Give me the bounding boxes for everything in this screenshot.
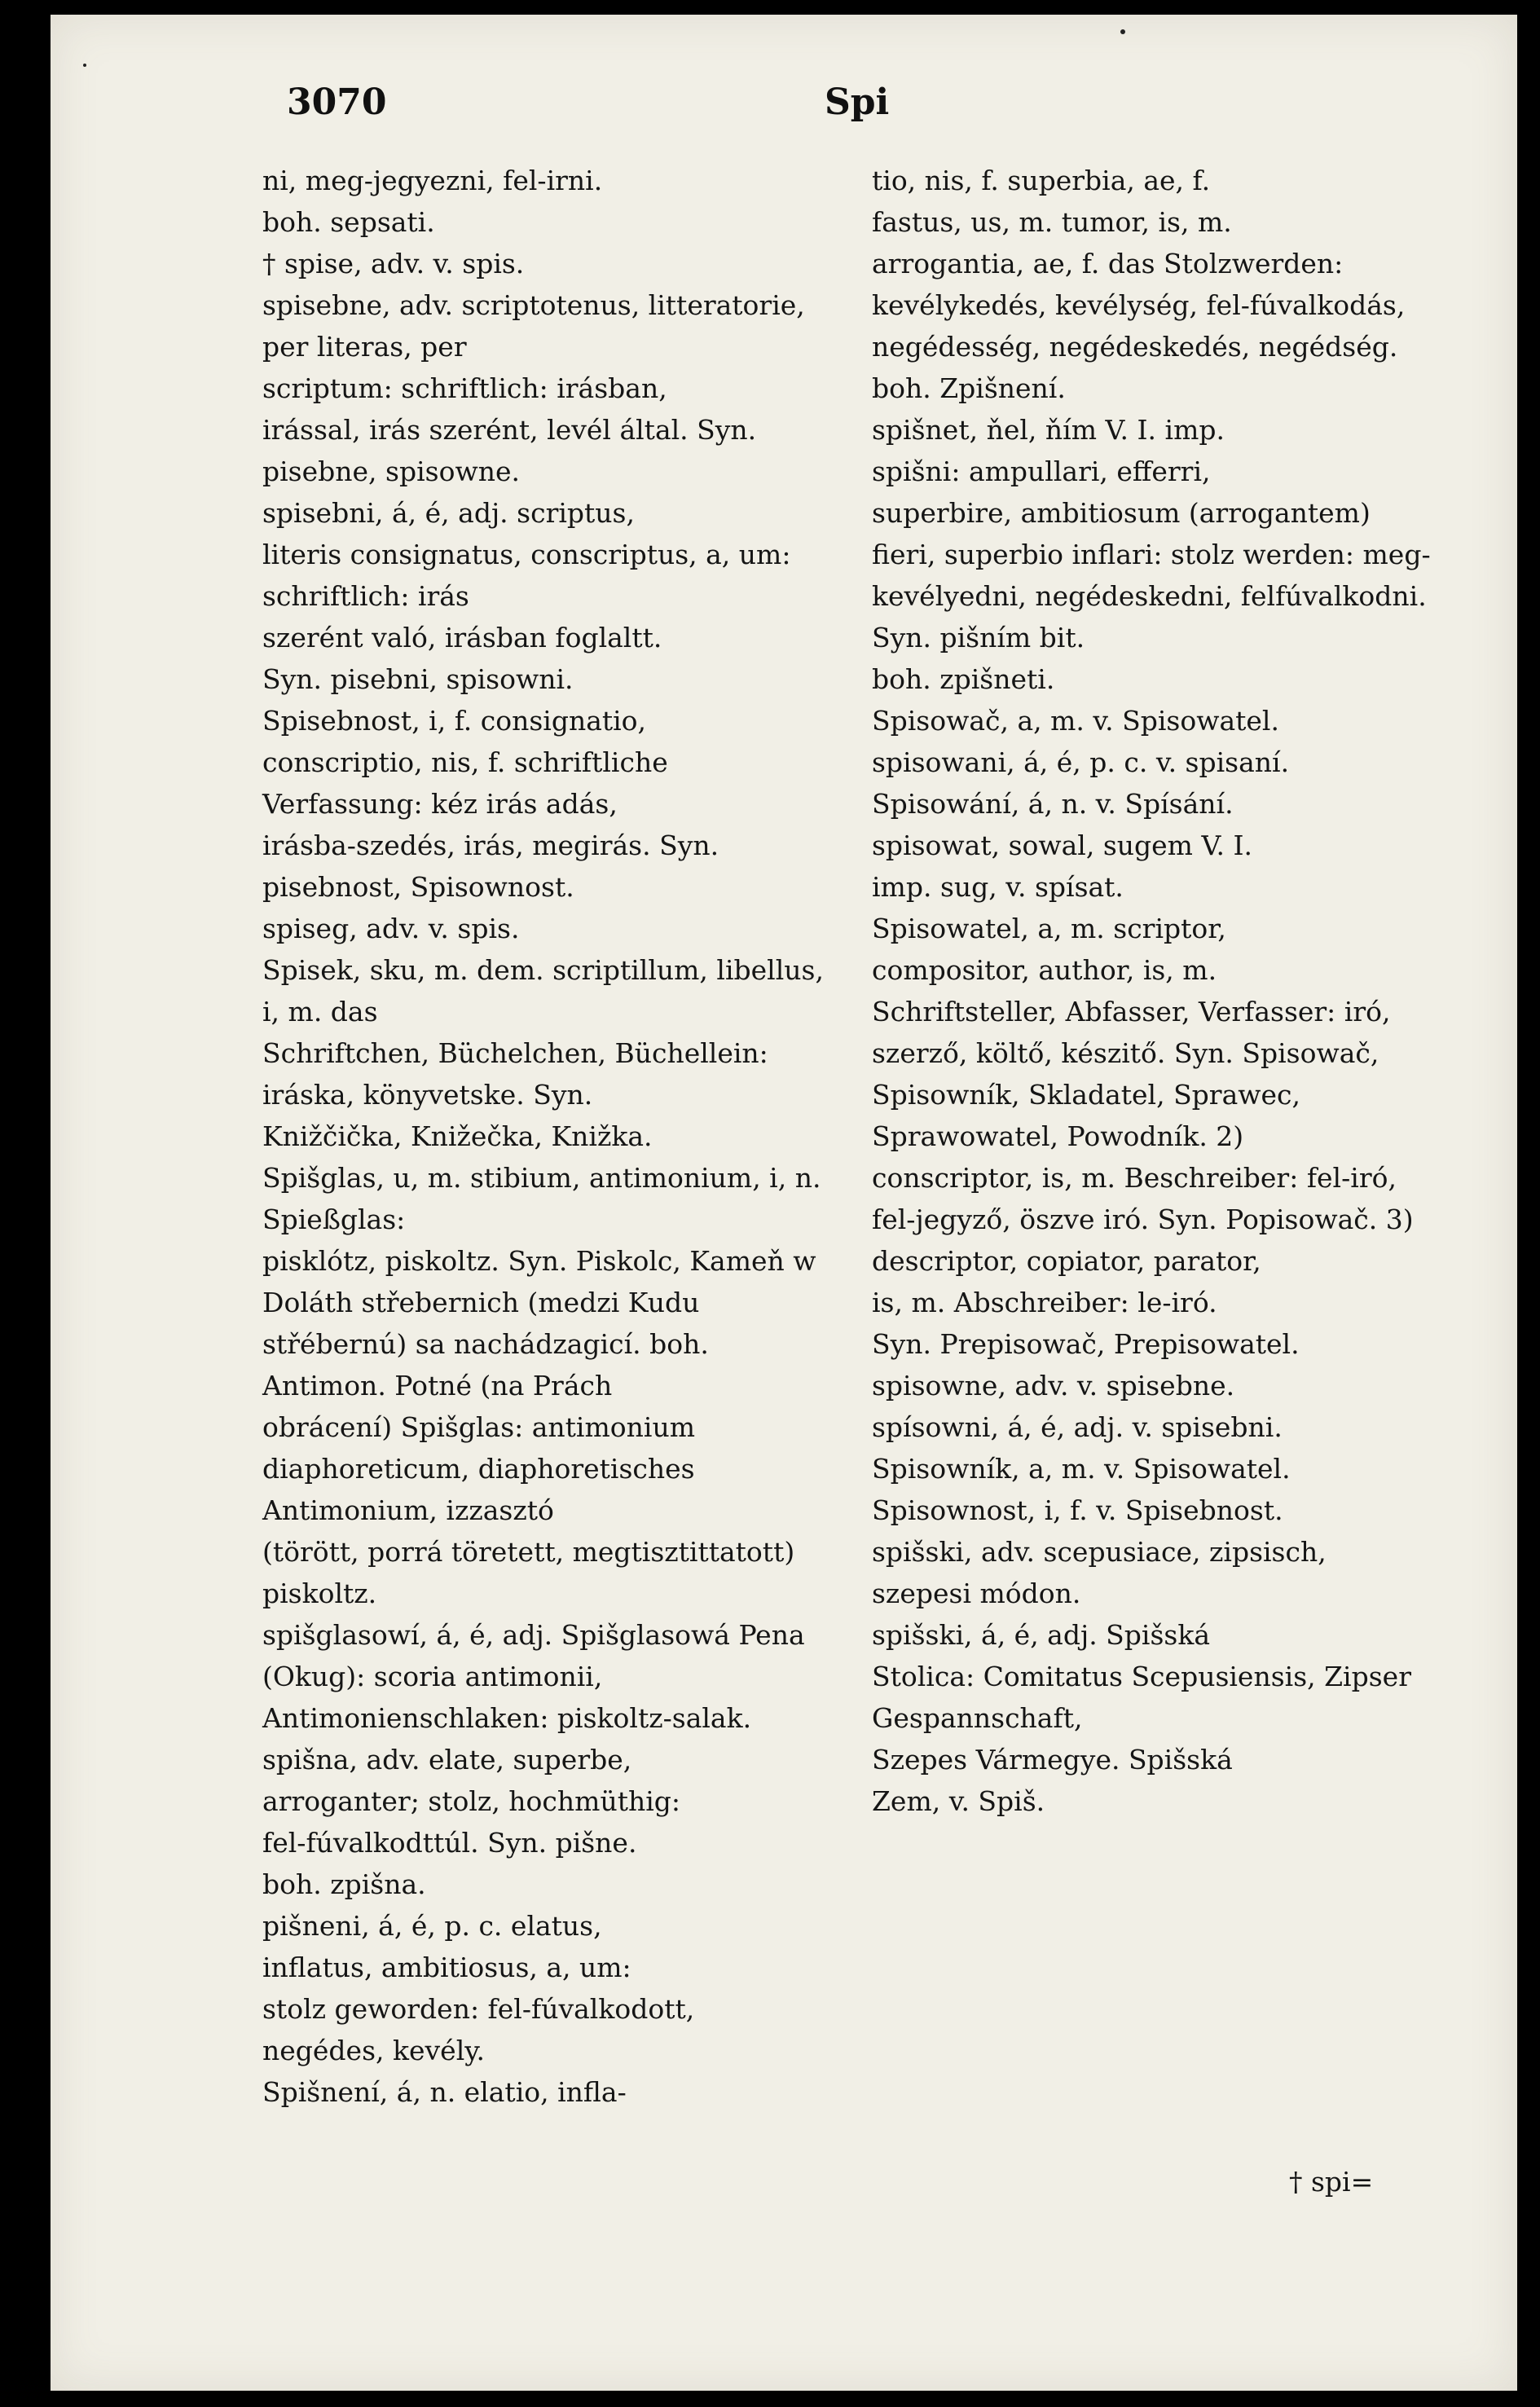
ink-speck <box>83 64 86 67</box>
dictionary-entry: spišglasowí, á, é, adj. Spišglasowá Pena (Okug): scoria antimonii, Antimonienschlaken: piskoltz-salak. <box>262 1619 805 1734</box>
running-head: Spi <box>825 81 890 123</box>
dictionary-entry: spišski, á, é, adj. Spišská Stolica: Comitatus Scepusiensis, Zipser Gespannschaft, Szepes Vármegye. Spišská Zem, v. Spiš. <box>872 1619 1411 1817</box>
dictionary-entry: pišneni, á, é, p. c. elatus, inflatus, ambitiosus, a, um: stolz geworden: fel-fúvalkodott, negédes, kevély. <box>262 1910 695 2066</box>
dictionary-entry: tio, nis, f. superbia, ae, f. fastus, us, m. tumor, is, m. arrogantia, ae, f. das Stolzwerden: kevélykedés, kevélység, fel-fúvalkodás, negédesség, negédeskedés, negédség. boh. Zpišnení. <box>872 165 1406 404</box>
dictionary-entry: spisowani, á, é, p. c. v. spisaní. <box>872 746 1290 778</box>
dictionary-entry: Spisowník, a, m. v. Spisowatel. <box>872 1453 1291 1485</box>
dictionary-entry: spišski, adv. scepusiace, zipsisch, szepesi módon. <box>872 1536 1327 1609</box>
page-header <box>51 81 1517 139</box>
dictionary-entry: spísowni, á, é, adj. v. spisebni. <box>872 1411 1283 1443</box>
dictionary-entry: ni, meg-jegyezni, fel-irni. boh. sepsati. <box>262 165 603 238</box>
dictionary-entry: spiseg, adv. v. spis. <box>262 913 520 944</box>
dictionary-entry: spisowat, sowal, sugem V. I. imp. sug, v. spísat. <box>872 829 1253 903</box>
page-number: 3070 <box>287 81 387 123</box>
dictionary-entry: Spisek, sku, m. dem. scriptillum, libellus, i, m. das Schriftchen, Büchelchen, Büchellein: iráska, könyvetske. Syn. Knižčička, Knižečka, Knižka. <box>262 954 824 1152</box>
dictionary-entry: Spisowání, á, n. v. Spísání. <box>872 788 1234 820</box>
dictionary-entry: spišnet, ňel, ňím V. I. imp. <box>872 414 1225 446</box>
dictionary-entry: Spišglas, u, m. stibium, antimonium, i, n. Spießglas: pisklótz, piskoltz. Syn. Piskolc, Kameň w Doláth střebernich (medzi Kudu střébernú) sa nachádzagicí. boh. Antimon. Potné (na Prách obrácení) Spišglas: antimonium diaphoreticum, diaphoretisches Antimonium, izzasztó (törött, porrá töretett, megtisztittatott) piskoltz. <box>262 1162 821 1609</box>
dictionary-entry: spisowne, adv. v. spisebne. <box>872 1370 1235 1402</box>
dictionary-entry: spisebne, adv. scriptotenus, litteratorie, per literas, per scriptum: schriftlich: irásban, irással, irás szerént, levél által. Syn. pisebne, spisowne. <box>262 289 805 487</box>
left-column <box>262 160 833 2113</box>
dictionary-entry: Spisowač, a, m. v. Spisowatel. <box>872 705 1279 737</box>
right-column <box>872 160 1442 1822</box>
dictionary-entry: † spise, adv. v. spis. <box>262 248 525 279</box>
dictionary-entry: spišni: ampullari, efferri, superbire, ambitiosum (arrogantem) fieri, superbio inflari: stolz werden: meg-kevélyedni, negédeskedni, felfúvalkodni. Syn. pišním bit. boh. zpišneti. <box>872 455 1431 695</box>
dictionary-entry: spisebni, á, é, adj. scriptus, literis consignatus, conscriptus, a, um: schriftlich: irás szerént való, irásban foglaltt. Syn. pisebni, spisowni. <box>262 497 791 695</box>
dictionary-entry: Spisownost, i, f. v. Spisebnost. <box>872 1494 1283 1526</box>
dictionary-entry: Spisebnost, i, f. consignatio, conscriptio, nis, f. schriftliche Verfassung: kéz irás adás, irásba-szedés, irás, megirás. Syn. pisebnost, Spisownost. <box>262 705 719 903</box>
ink-speck <box>1120 29 1125 34</box>
dictionary-page <box>51 15 1517 2391</box>
catchword: † spi= <box>1289 2166 1374 2198</box>
dictionary-entry: Spisowatel, a, m. scriptor, compositor, author, is, m. Schriftsteller, Abfasser, Verfasser: iró, szerző, költő, készitő. Syn. Spisowač, Spisowník, Skladatel, Sprawec, Sprawowatel, Powodník. 2) conscriptor, is, m. Beschreiber: fel-iró, fel-jegyző, öszve iró. Syn. Popisowač. 3) descriptor, copiator, parator, is, m. Abschreiber: le-iró. Syn. Prepisowač, Prepisowatel. <box>872 913 1414 1360</box>
dictionary-entry: Spišnení, á, n. elatio, infla- <box>262 2076 627 2108</box>
dictionary-entry: spišna, adv. elate, superbe, arroganter; stolz, hochmüthig: fel-fúvalkodttúl. Syn. pišne. boh. zpišna. <box>262 1744 681 1900</box>
